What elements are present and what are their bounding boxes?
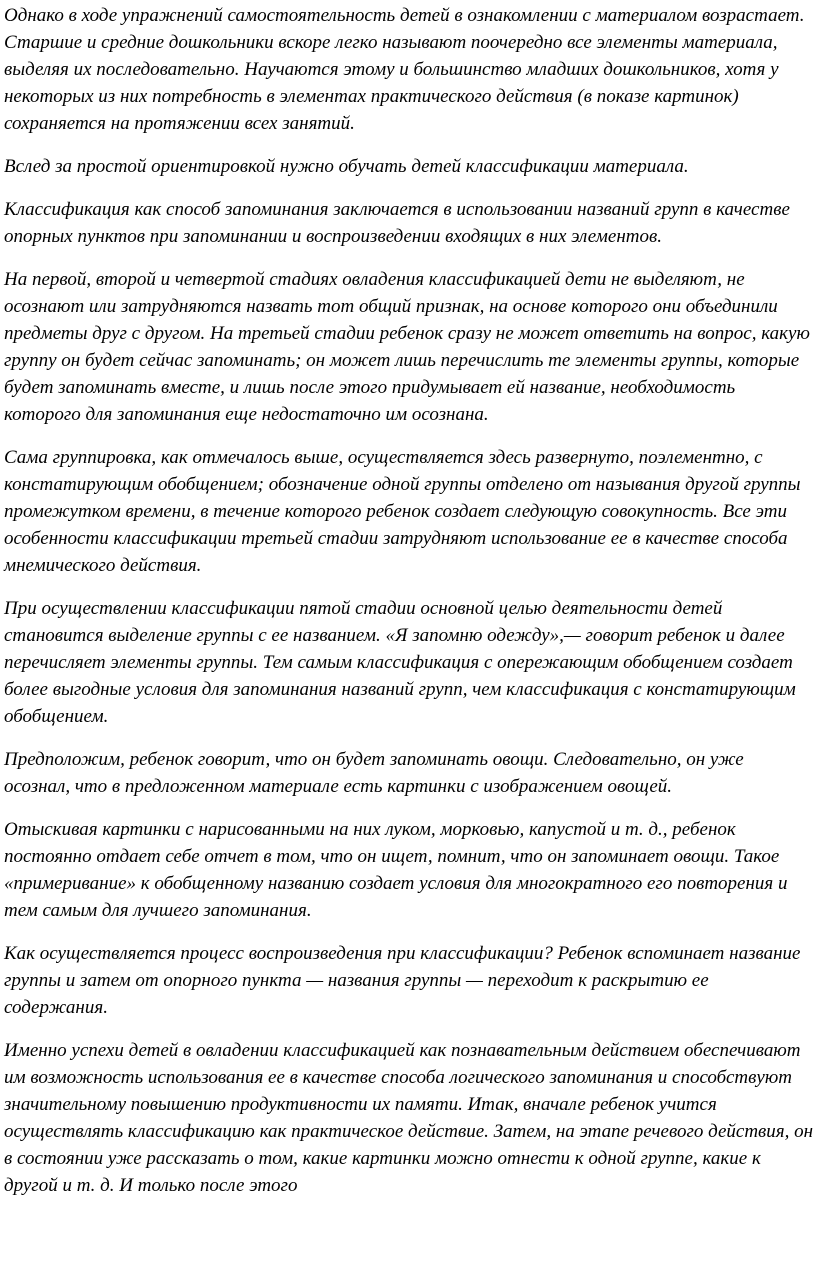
paragraph-9: Как осуществляется процесс воспроизведения при классификации? Ребенок вспоминает название группы и затем от опорного пункта — названия группы — переходит к раскрытию ее содержания.: [4, 943, 801, 1018]
paragraph-2: Вслед за простой ориентировкой нужно обучать детей классификации материала.: [4, 156, 689, 177]
paragraph-4: На первой, второй и четвертой стадиях овладения классификацией дети не выделяют, не осознают или затрудняются назвать тот общий признак, на основе которого они объединили предметы друг с другом. На третьей стадии ребенок сразу не может ответить на вопрос, какую группу он будет сейчас запоминать; он может лишь перечислить те элементы группы, которые будет запоминать вместе, и лишь после этого придумывает ей название, необходимость которого для запоминания еще недостаточно им осознана.: [4, 269, 810, 425]
paragraph-5: Сама группировка, как отмечалось выше, осуществляется здесь развернуто, поэлементно, с констатирующим обобщением; обозначение одной группы отделено от называния другой группы промежутком времени, в течение которого ребенок создает следующую совокупность. Все эти особенности классификации третьей стадии затрудняют использование ее в качестве способа мнемического действия.: [4, 447, 801, 576]
paragraph-8: Отыскивая картинки с нарисованными на них луком, морковью, капустой и т. д., ребенок постоянно отдает себе отчет в том, что он ищет, помнит, что он запоминает овощи. Такое «примеривание» к обобщенному названию создает условия для многократного его повторения и тем самым для лучшего запоминания.: [4, 819, 788, 921]
paragraph-1: Однако в ходе упражнений самостоятельность детей в ознакомлении с материалом возрастает. Старшие и средние дошкольники вскоре легко называют поочередно все элементы материала, выделяя их последовательно. Научаются этому и большинство младших дошкольников, хотя у некоторых из них потребность в элементах практического действия (в показе картинок) сохраняется на протяжении всех занятий.: [4, 5, 805, 134]
paragraph-3: Классификация как способ запоминания заключается в использовании названий групп в качестве опорных пунктов при запоминании и воспроизведении входящих в них элементов.: [4, 199, 790, 247]
paragraph-10: Именно успехи детей в овладении классификацией как познавательным действием обеспечивают им возможность использования ее в качестве способа логического запоминания и способствуют значительному повышению продуктивности их памяти. Итак, вначале ребенок учится осуществлять классификацию как практическое действие. Затем, на этапе речевого действия, он в состоянии уже рассказать о том, какие картинки можно отнести к одной группе, какие к другой и т. д. И только после этого: [4, 1040, 814, 1196]
paragraph-6: При осуществлении классификации пятой стадии основной целью деятельности детей становится выделение группы с ее названием. «Я запомню одежду»,— говорит ребенок и далее перечисляет элементы группы. Тем самым классификация с опережающим обобщением создает более выгодные условия для запоминания названий групп, чем классификация с констатирующим обобщением.: [4, 598, 796, 727]
paragraph-7: Предположим, ребенок говорит, что он будет запоминать овощи. Следовательно, он уже осознал, что в предложенном материале есть картинки с изображением овощей.: [4, 749, 744, 797]
